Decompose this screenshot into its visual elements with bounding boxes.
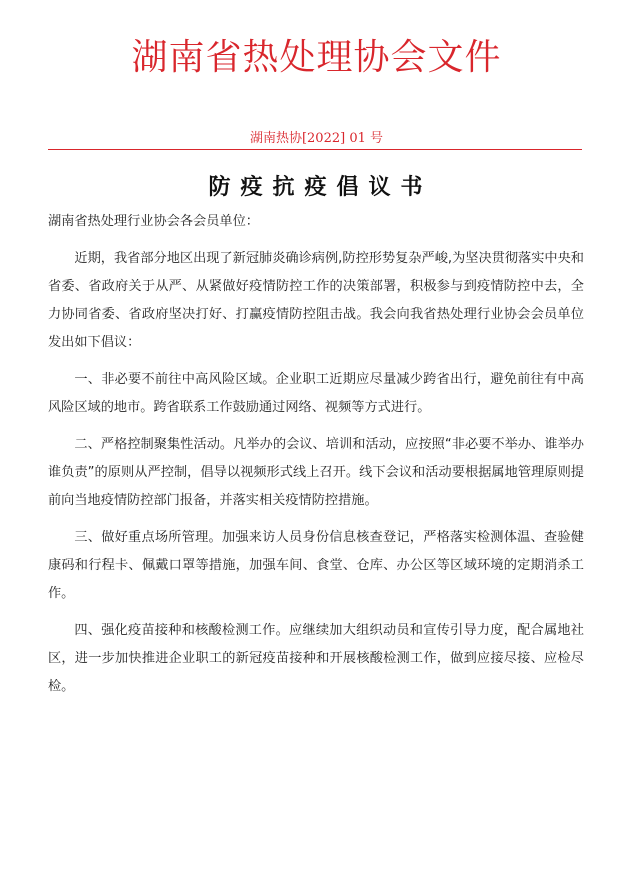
paragraph-item-4: 四、强化疫苗接种和核酸检测工作。应继续加大组织动员和宣传引导力度，配合属地社区，进一步加快推进企业职工的新冠疫苗接种和开展核酸检测工作，做到应接尽接、应检尽检。 (48, 623, 584, 694)
spacer (48, 236, 584, 245)
paragraph-item-1: 一、非必要不前往中高风险区域。企业职工近期应尽量减少跨省出行，避免前往有中高风险区域的地市。跨省联系工作鼓励通过网络、视频等方式进行。 (48, 372, 584, 415)
issuer-header-title: 湖南省热处理协会文件 (131, 37, 502, 78)
document-number: 湖南热协[2022] 01 号 (249, 131, 384, 146)
red-divider-line (48, 149, 582, 150)
spacer (48, 515, 584, 524)
spacer (48, 608, 584, 617)
salutation: 湖南省热处理行业协会各会员单位： (48, 214, 259, 229)
document-body (48, 208, 584, 701)
paragraph-item-3: 三、做好重点场所管理。加强来访人员身份信息核查登记，严格落实检测体温、查验健康码和行程卡、佩戴口罩等措施，加强车间、食堂、仓库、办公区等区域环境的定期消杀工作。 (48, 530, 584, 601)
paragraph-intro: 近期，我省部分地区出现了新冠肺炎确诊病例,防控形势复杂严峻,为坚决贯彻落实中央和省委、省政府关于从严、从紧做好疫情防控工作的决策部署，积极参与到疫情防控中去，全力协同省委、省政府坚决打好、打赢疫情防控阻击战。我会向我省热处理行业协会会员单位发出如下倡议： (48, 251, 584, 350)
spacer (48, 422, 584, 431)
paragraph-item-2: 二、严格控制聚集性活动。凡举办的会议、培训和活动，应按照“非必要不举办、谁举办谁负责”的原则从严控制，倡导以视频形式线上召开。线下会议和活动要根据属地管理原则提前向当地疫情防控部门报备，并落实相关疫情防控措施。 (48, 437, 584, 508)
document-heading: 防疫抗疫倡议书 (208, 174, 433, 200)
spacer (48, 357, 584, 366)
